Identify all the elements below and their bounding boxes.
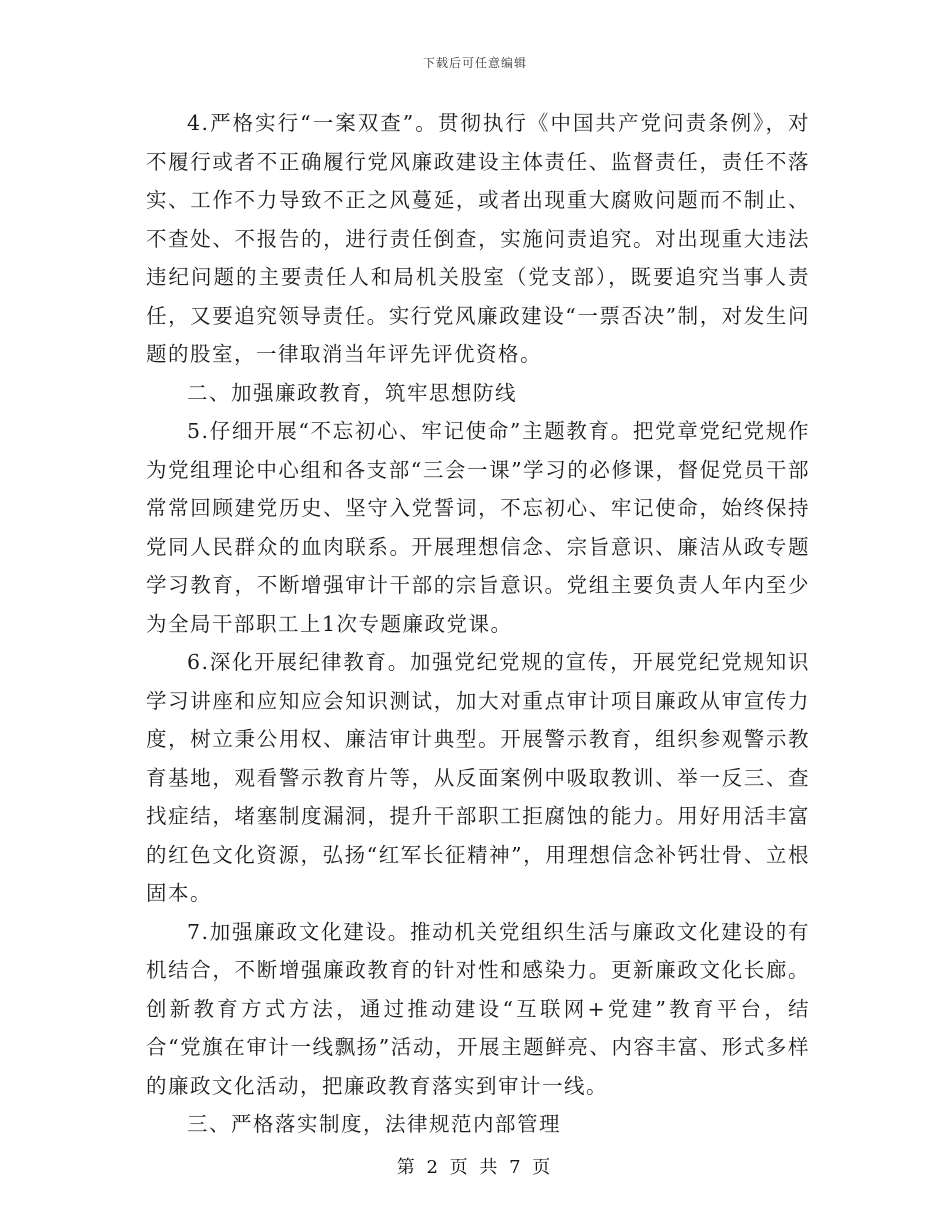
document-body [146, 104, 810, 1144]
paragraph-item-4: 4.严格实行“一案双查”。贯彻执行《中国共产党问责条例》，对不履行或者不正确履行党风廉政建设主体责任、监督责任，责任不落实、工作不力导致不正之风蔓延，或者出现重大腐败问题而不制止、不查处、不报告的，进行责任倒查，实施问责追究。对出现重大违法违纪问题的主要责任人和局机关股室（党支部），既要追究当事人责任，又要追究领导责任。实行党风廉政建设“一票否决”制，对发生问题的股室，一律取消当年评先评优资格。 [146, 111, 810, 366]
paragraph-item-5: 5.仔细开展“不忘初心、牢记使命”主题教育。把党章党纪党规作为党组理论中心组和各支部“三会一课”学习的必修课，督促党员干部常常回顾建党历史、坚守入党誓词，不忘初心、牢记使命，始终保持党同人民群众的血肉联系。开展理想信念、宗旨意识、廉洁从政专题学习教育，不断增强审计干部的宗旨意识。党组主要负责人年内至少为全局干部职工上1次专题廉政党课。 [146, 419, 810, 636]
section-heading-2: 二、加强廉政教育，筑牢思想防线 [187, 380, 517, 405]
paragraph-item-6: 6.深化开展纪律教育。加强党纪党规的宣传，开展党纪党规知识学习讲座和应知应会知识测试，加大对重点审计项目廉政从审宣传力度，树立秉公用权、廉洁审计典型。开展警示教育，组织参观警示教育基地，观看警示教育片等，从反面案例中吸取教训、举一反三、查找症结，堵塞制度漏洞，提升干部职工拒腐蚀的能力。用好用活丰富的红色文化资源，弘扬“红军长征精神”，用理想信念补钙壮骨、立根固本。 [146, 650, 810, 905]
section-heading-3: 三、严格落实制度，法律规范内部管理 [187, 1112, 561, 1136]
page-number-footer: 第 2 页 共 7 页 [396, 1157, 554, 1178]
paragraph-item-7: 7.加强廉政文化建设。推动机关党组织生活与廉政文化建设的有机结合，不断增强廉政教育的针对性和感染力。更新廉政文化长廊。创新教育方式方法，通过推动建设“互联网+党建”教育平台，结合“党旗在审计一线飘扬”活动，开展主题鲜亮、内容丰富、形式多样的廉政文化活动，把廉政教育落实到审计一线。 [146, 919, 810, 1098]
header-note: 下载后可任意编辑 [422, 56, 527, 70]
